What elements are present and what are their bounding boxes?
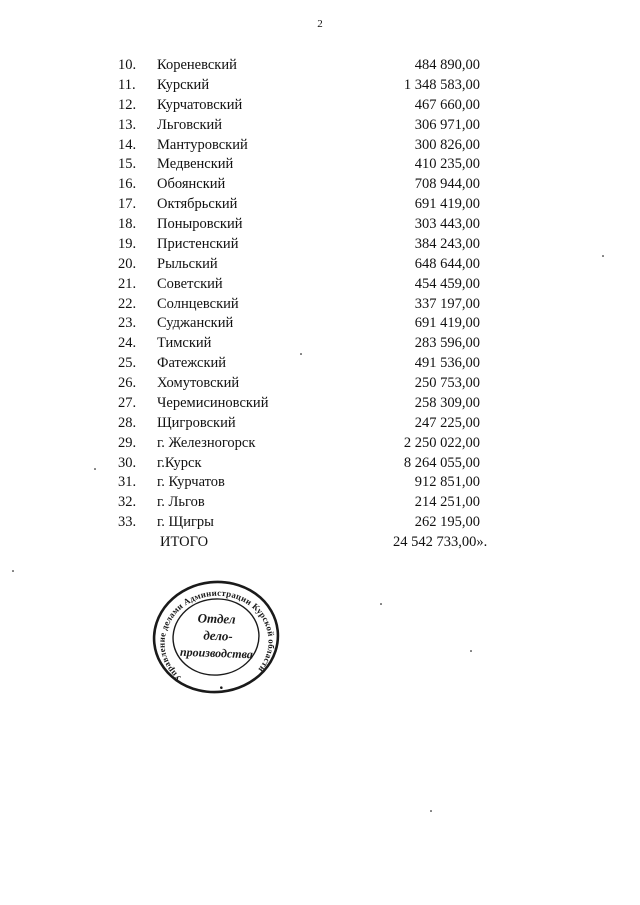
amount-value: 258 309,00 bbox=[414, 394, 480, 411]
amount-value: 303 443,00 bbox=[414, 216, 480, 232]
list-item bbox=[0, 414, 640, 434]
district-name: Фатежский bbox=[157, 355, 227, 372]
amount-value: 247 225,00 bbox=[414, 414, 480, 431]
list-item bbox=[0, 493, 640, 513]
row-number: 31. bbox=[118, 474, 137, 491]
list-item bbox=[0, 513, 640, 533]
amount-value: 410 235,00 bbox=[414, 156, 480, 173]
amount-value: 2 250 022,00 bbox=[403, 434, 480, 451]
amount-value: 691 419,00 bbox=[414, 315, 480, 332]
amount-value: 1 348 583,00 bbox=[403, 76, 480, 93]
district-name: Льговский bbox=[157, 116, 223, 133]
page-number: 2 bbox=[317, 18, 323, 30]
office-stamp bbox=[150, 578, 282, 696]
stamp-ring-text: Управление делами Администрации Курской области bbox=[156, 587, 277, 684]
list-item bbox=[0, 116, 640, 136]
amount-value: 384 243,00 bbox=[414, 235, 480, 252]
stamp-center-line-2: дело- bbox=[203, 627, 234, 644]
list-item bbox=[0, 235, 640, 255]
district-name: Тимский bbox=[157, 335, 212, 352]
list-item bbox=[0, 175, 640, 195]
list-item bbox=[0, 295, 640, 315]
row-number: 21. bbox=[118, 275, 137, 292]
district-name: Медвенский bbox=[157, 156, 234, 173]
row-number: 24. bbox=[118, 335, 137, 352]
total-amount: 24 542 733,00». bbox=[393, 534, 488, 550]
district-name: Кореневский bbox=[157, 57, 237, 73]
list-item bbox=[0, 255, 640, 275]
list-item bbox=[0, 136, 640, 156]
row-number: 32. bbox=[118, 494, 137, 511]
district-name: Суджанский bbox=[157, 315, 234, 332]
amount-value: 467 660,00 bbox=[414, 96, 480, 113]
list-item bbox=[0, 215, 640, 235]
list-item bbox=[0, 354, 640, 374]
row-number: 11. bbox=[118, 76, 136, 93]
amount-value: 262 195,00 bbox=[414, 514, 480, 531]
amount-value: 283 596,00 bbox=[414, 335, 480, 352]
district-name: Курчатовский bbox=[157, 96, 243, 113]
district-name: Черемисиновский bbox=[157, 394, 269, 411]
stamp-center-line-3: производства bbox=[179, 644, 254, 662]
amount-value: 484 890,00 bbox=[414, 57, 480, 73]
district-name: г. Льгов bbox=[157, 494, 205, 511]
district-name: Октябрьский bbox=[157, 196, 238, 213]
row-number: 33. bbox=[118, 514, 137, 531]
row-number: 27. bbox=[118, 394, 137, 411]
list-item bbox=[0, 96, 640, 116]
district-name: Советский bbox=[157, 275, 223, 292]
district-name: г. Курчатов bbox=[157, 474, 225, 491]
amount-value: 648 644,00 bbox=[414, 255, 480, 272]
district-name: г. Железногорск bbox=[157, 434, 256, 451]
district-name: Хомутовский bbox=[157, 375, 240, 391]
amount-value: 454 459,00 bbox=[414, 275, 480, 292]
row-number: 28. bbox=[118, 414, 137, 431]
amount-value: 491 536,00 bbox=[414, 355, 480, 372]
amount-value: 337 197,00 bbox=[414, 295, 480, 312]
row-number: 29. bbox=[118, 434, 137, 451]
list-item bbox=[0, 334, 640, 354]
list-item bbox=[0, 394, 640, 414]
amount-value: 306 971,00 bbox=[414, 116, 480, 133]
district-name: Курский bbox=[157, 76, 210, 93]
row-number: 30. bbox=[118, 454, 137, 471]
row-number: 12. bbox=[118, 96, 137, 113]
amount-value: 708 944,00 bbox=[414, 176, 480, 193]
row-number: 26. bbox=[118, 375, 137, 391]
row-number: 23. bbox=[118, 315, 137, 332]
list-item bbox=[0, 454, 640, 474]
district-name: Солнцевский bbox=[157, 295, 239, 312]
row-number: 22. bbox=[118, 295, 137, 312]
amount-value: 691 419,00 bbox=[414, 196, 480, 213]
list-item bbox=[0, 56, 640, 76]
total-row bbox=[0, 533, 640, 553]
total-label: ИТОГО bbox=[160, 534, 209, 550]
amount-value: 912 851,00 bbox=[414, 474, 480, 491]
district-name: г.Курск bbox=[157, 454, 202, 471]
district-name: Рыльский bbox=[157, 255, 218, 272]
list-item bbox=[0, 434, 640, 454]
row-number: 17. bbox=[118, 196, 137, 213]
list-item bbox=[0, 195, 640, 215]
district-amounts-list bbox=[0, 56, 640, 553]
district-name: Щигровский bbox=[157, 414, 236, 431]
row-number: 25. bbox=[118, 355, 137, 372]
list-item bbox=[0, 374, 640, 394]
row-number: 20. bbox=[118, 255, 137, 272]
row-number: 13. bbox=[118, 116, 137, 133]
district-name: Мантуровский bbox=[157, 136, 248, 153]
list-item bbox=[0, 76, 640, 96]
list-item bbox=[0, 314, 640, 334]
amount-value: 300 826,00 bbox=[414, 136, 480, 153]
stamp-center-line-1: Отдел bbox=[197, 610, 236, 627]
row-number: 15. bbox=[118, 156, 137, 173]
row-number: 19. bbox=[118, 235, 137, 252]
district-name: Обоянский bbox=[157, 176, 226, 193]
row-number: 16. bbox=[118, 176, 137, 193]
district-name: Поныровский bbox=[157, 216, 243, 232]
amount-value: 8 264 055,00 bbox=[403, 454, 480, 471]
row-number: 10. bbox=[118, 57, 137, 73]
amount-value: 214 251,00 bbox=[414, 494, 480, 511]
amount-value: 250 753,00 bbox=[414, 375, 480, 391]
list-item bbox=[0, 473, 640, 493]
row-number: 14. bbox=[118, 136, 137, 153]
row-number: 18. bbox=[118, 216, 137, 232]
district-name: Пристенский bbox=[157, 235, 239, 252]
list-item bbox=[0, 155, 640, 175]
list-item bbox=[0, 275, 640, 295]
district-name: г. Щигры bbox=[157, 514, 214, 531]
